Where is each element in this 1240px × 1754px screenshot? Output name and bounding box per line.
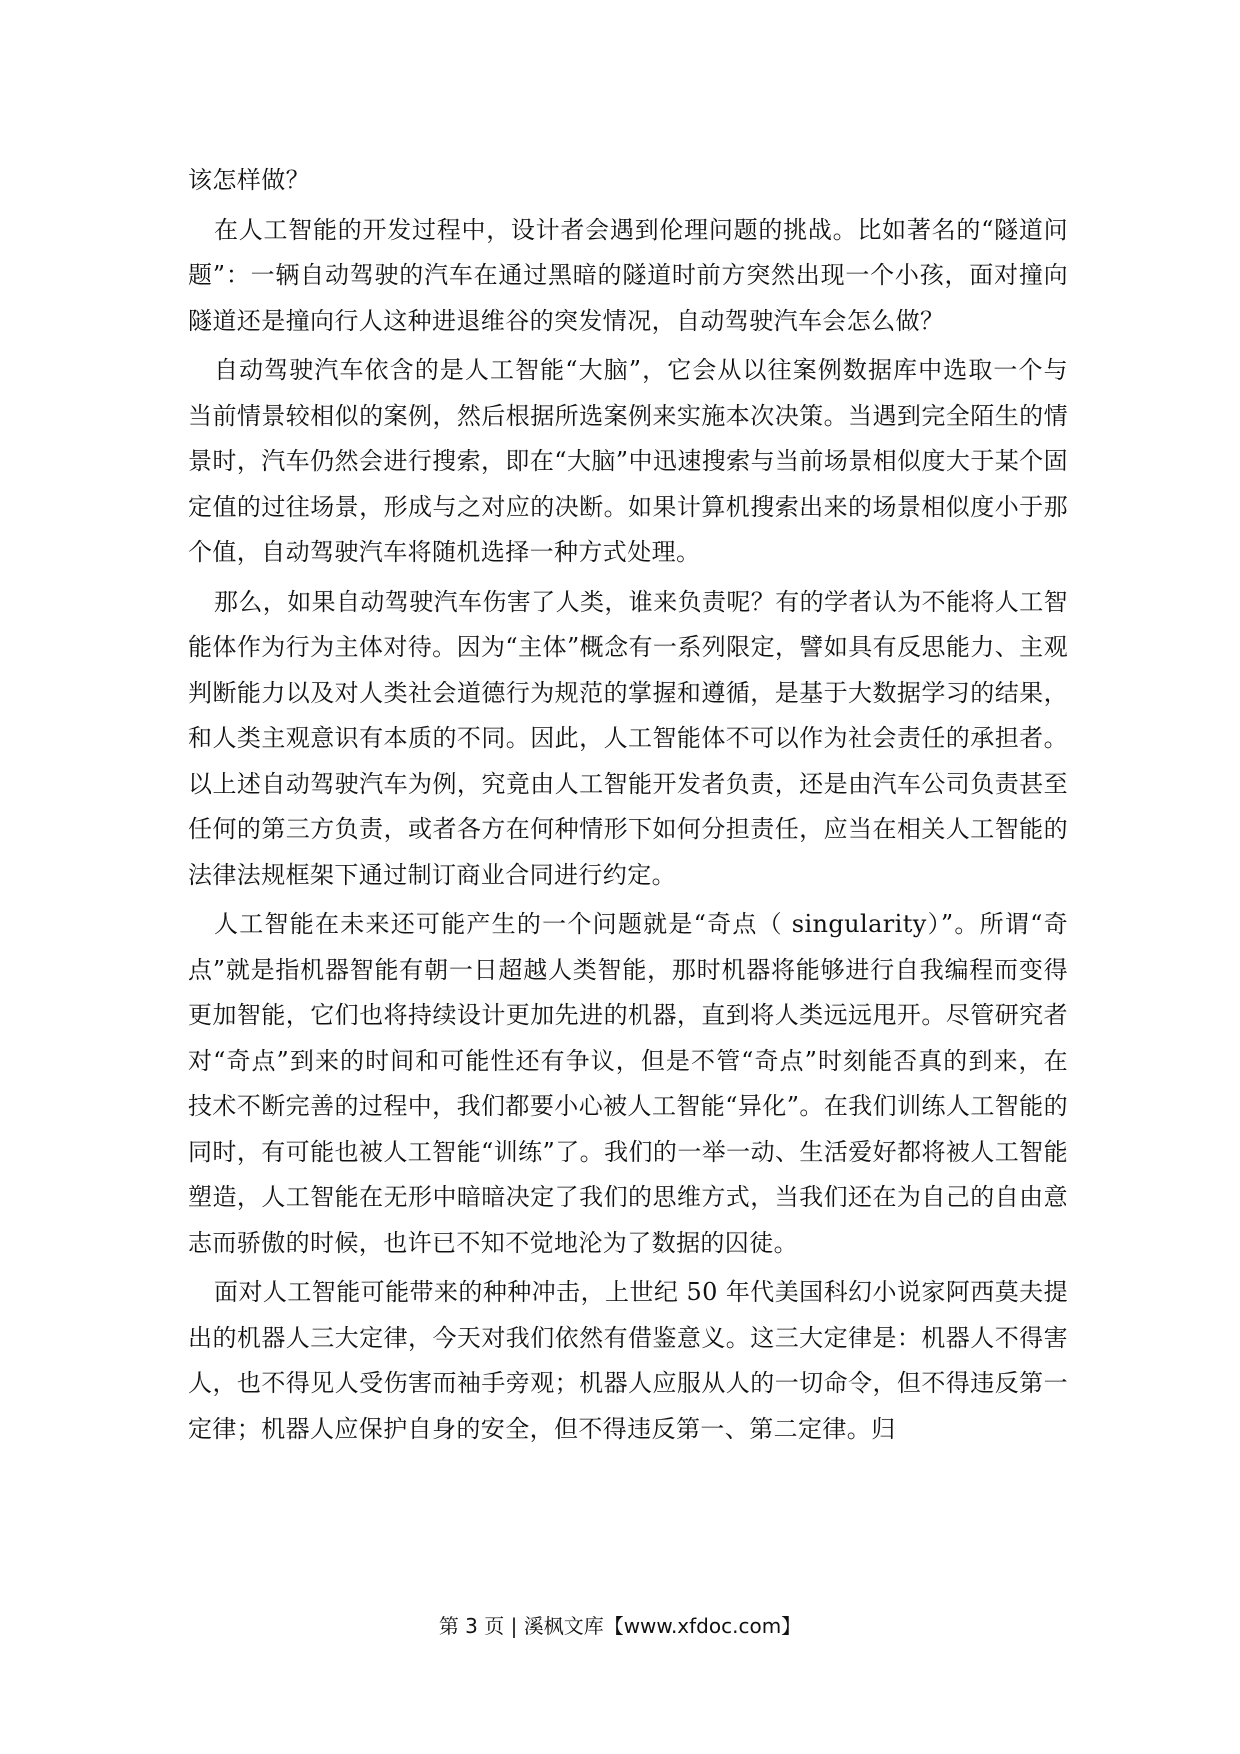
paragraph-responsibility: 那么，如果自动驾驶汽车伤害了人类，谁来负责呢？有的学者认为不能将人工智能体作为行为主体对待。因为“主体”概念有一系列限定，譬如具有反思能力、主观判断能力以及对人类社会道德行为规范的掌握和遵循，是基于大数据学习的结果，和人类主观意识有本质的不同。因此，人工智能体不可以作为社会责任的承担者。以上述自动驾驶汽车为例，究竟由人工智能开发者负责，还是由汽车公司负责甚至任何的第三方负责，或者各方在何种情形下如何分担责任，应当在相关人工智能的法律法规框架下通过制订商业合同进行约定。 xyxy=(188,587,1068,889)
document-body xyxy=(188,158,1068,1456)
paragraph-decision-process: 自动驾驶汽车依含的是人工智能“大脑”，它会从以往案例数据库中选取一个与当前情景较相似的案例，然后根据所选案例来实施本次决策。当遇到完全陌生的情景时，汽车仍然会进行搜索，即在“大脑”中迅速搜索与当前场景相似度大于某个固定值的过往场景，形成与之对应的决断。如果计算机搜索出来的场景相似度小于那个值，自动驾驶汽车将随机选择一种方式处理。 xyxy=(188,356,1068,566)
paragraph-singularity: 人工智能在未来还可能产生的一个问题就是“奇点（ singularity）”。所谓“奇点”就是指机器智能有朝一日超越人类智能，那时机器将能够进行自我编程而变得更加智能，它们也将持续设计更加先进的机器，直到将人类远远甩开。尽管研究者对“奇点”到来的时间和可能性还有争议，但是不管“奇点”时刻能否真的到来，在技术不断完善的过程中，我们都要小心被人工智能“异化”。在我们训练人工智能的同时，有可能也被人工智能“训练”了。我们的一举一动、生活爱好都将被人工智能塑造，人工智能在无形中暗暗决定了我们的思维方式，当我们还在为自己的自由意志而骄傲的时候，也许已不知不觉地沦为了数据的囚徒。 xyxy=(188,910,1068,1257)
paragraph-continuation: 该怎样做？ xyxy=(188,166,310,194)
page-footer: 第 3 页 | 溪枫文库【www.xfdoc.com】 xyxy=(438,1614,802,1638)
paragraph-tunnel-problem: 在人工智能的开发过程中，设计者会遇到伦理问题的挑战。比如著名的“隧道问题”：一辆自动驾驶的汽车在通过黑暗的隧道时前方突然出现一个小孩，面对撞向隧道还是撞向行人这种进退维谷的突发情况，自动驾驶汽车会怎么做？ xyxy=(188,215,1068,335)
paragraph-three-laws: 面对人工智能可能带来的种种冲击，上世纪 50 年代美国科幻小说家阿西莫夫提出的机器人三大定律，今天对我们依然有借鉴意义。这三大定律是：机器人不得害人，也不得见人受伤害而袖手旁观；机器人应服从人的一切命令，但不得违反第一定律；机器人应保护自身的安全，但不得违反第一、第二定律。归 xyxy=(188,1278,1068,1443)
